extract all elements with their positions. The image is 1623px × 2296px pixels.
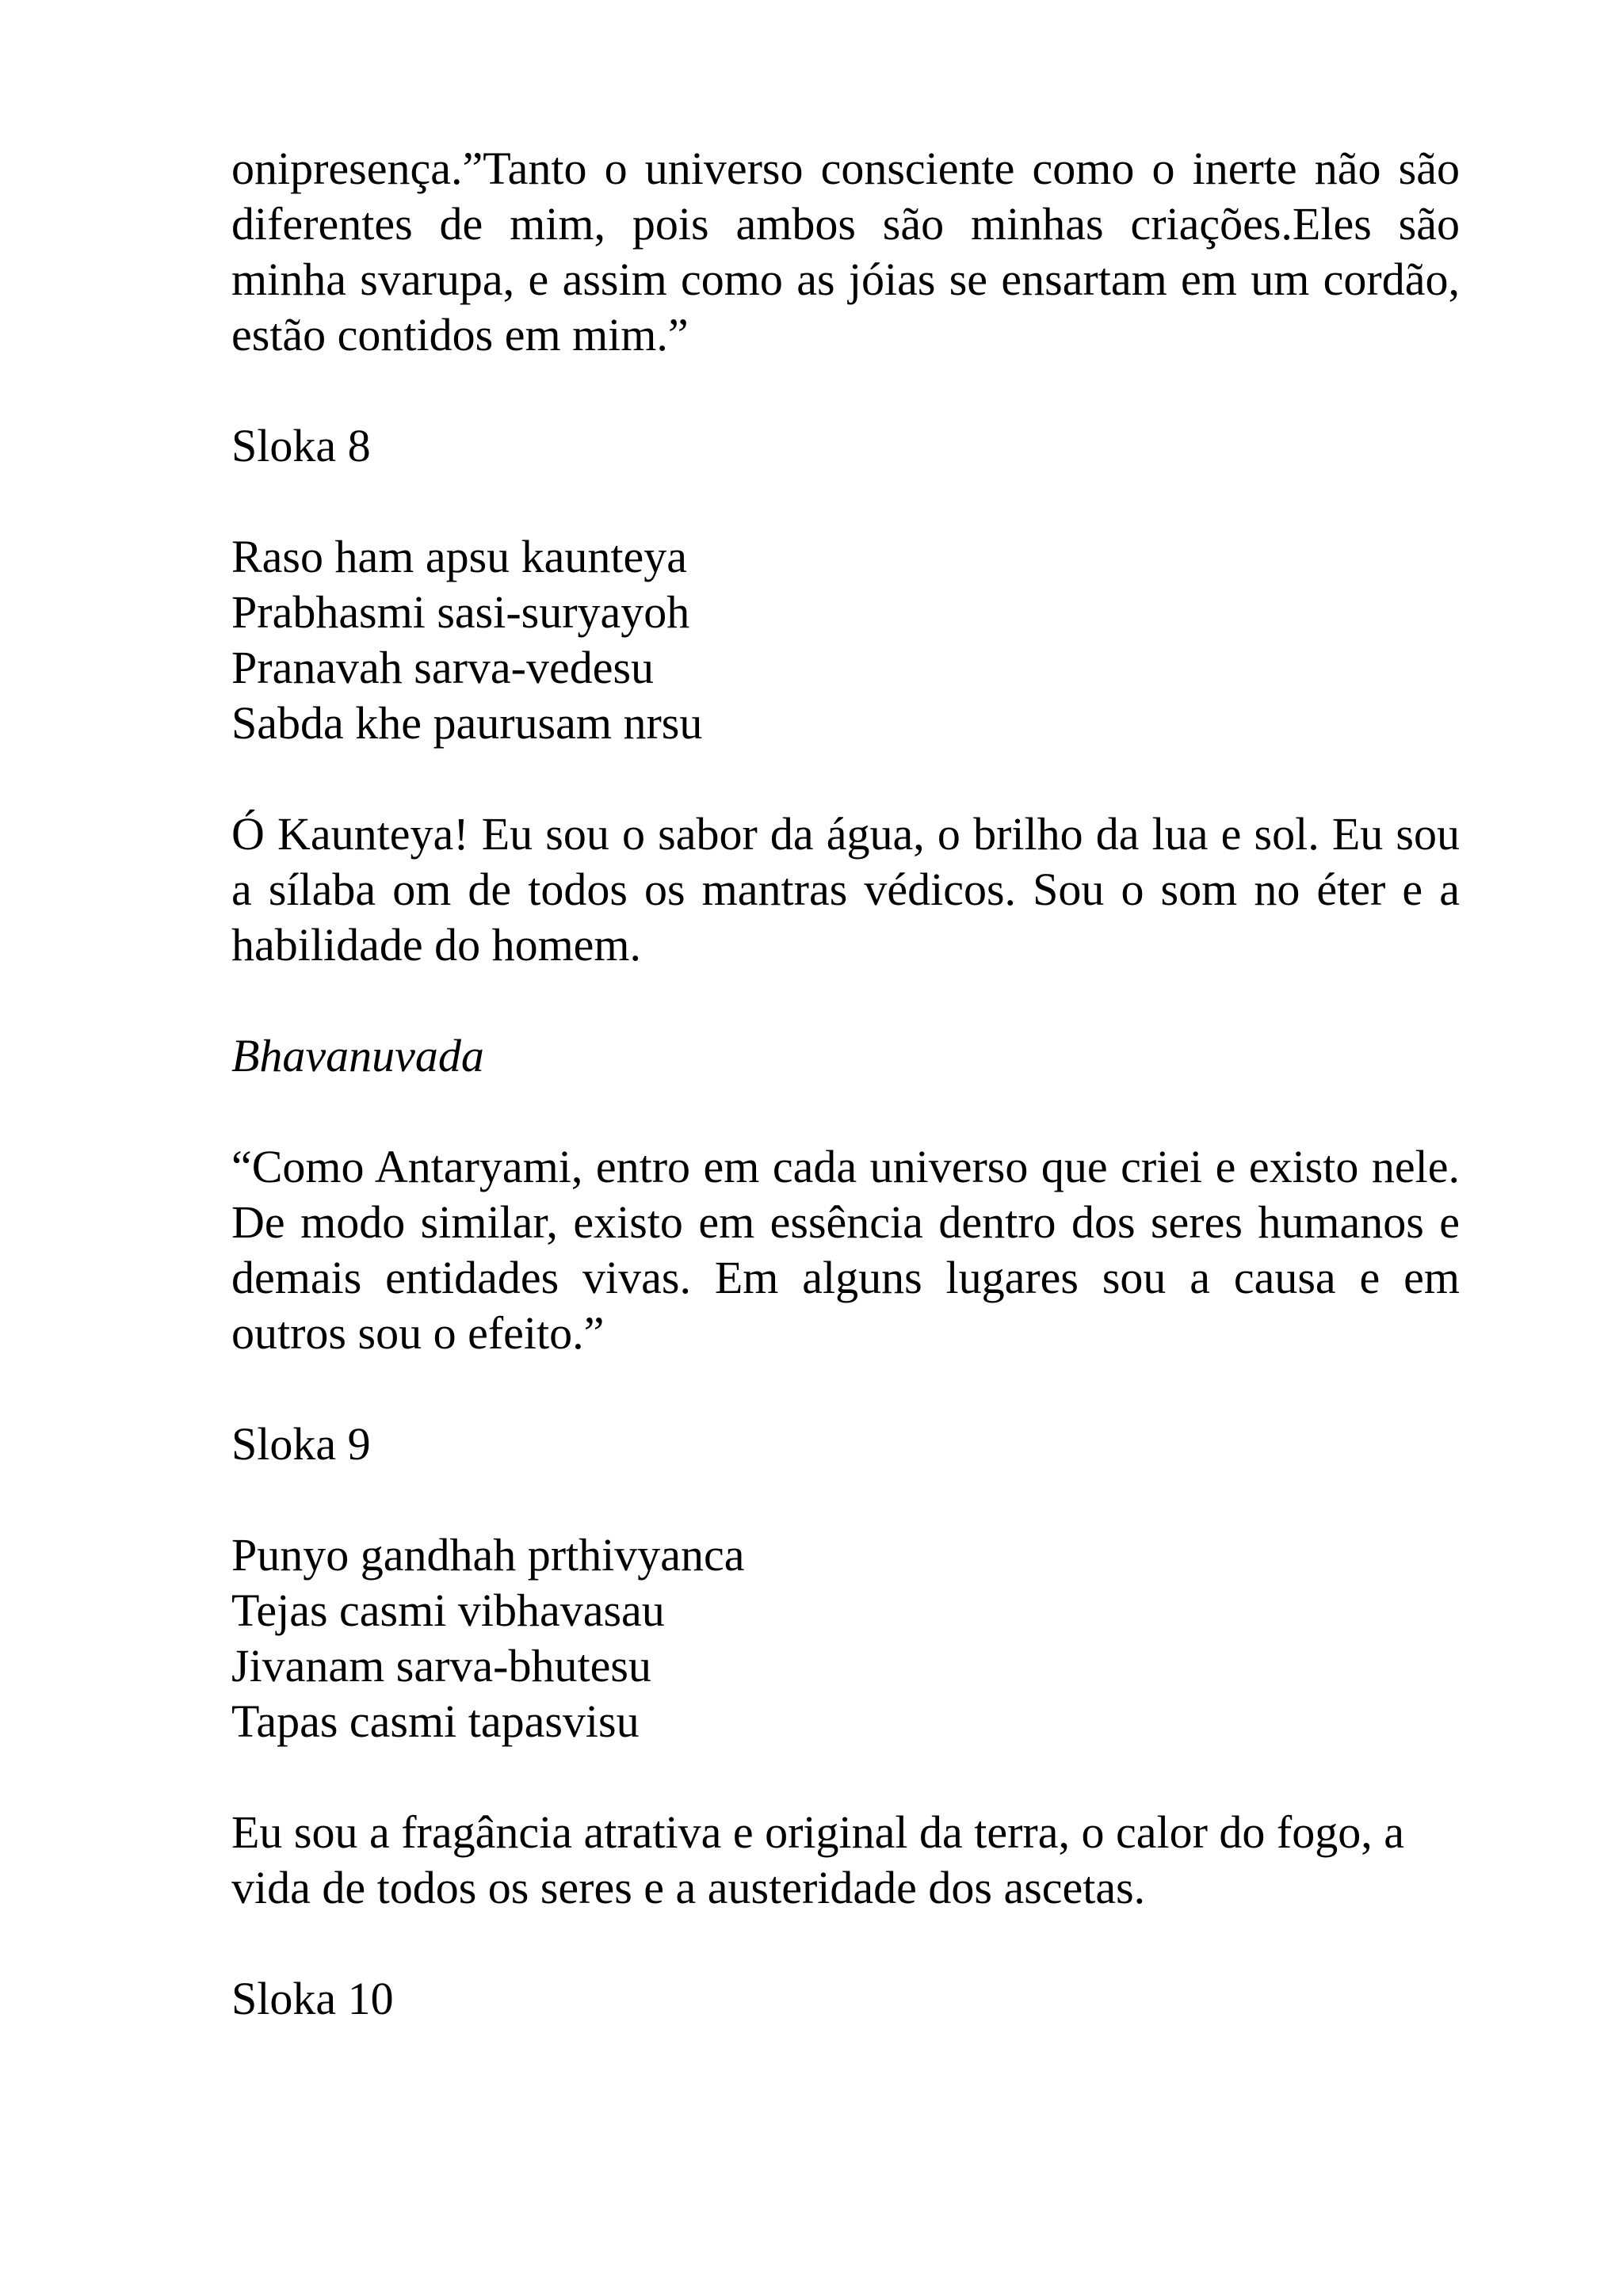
spacer bbox=[231, 751, 1460, 807]
sloka-9-translation: Eu sou a fragância atrativa e original da terra, o calor do fogo, a vida de todos os seres e a austeridade dos ascetas. bbox=[231, 1806, 1404, 1913]
spacer bbox=[231, 973, 1460, 1028]
verse-line: Prabhasmi sasi-suryayoh bbox=[231, 586, 690, 638]
spacer bbox=[231, 1084, 1460, 1139]
verse-line: Tejas casmi vibhavasau bbox=[231, 1585, 665, 1636]
sloka-10-heading: Sloka 10 bbox=[231, 1973, 394, 2024]
sloka-8-verse bbox=[231, 529, 1460, 751]
spacer bbox=[231, 1749, 1460, 1805]
document-page bbox=[231, 141, 1460, 2027]
paragraph-text: onipresença.”Tanto o universo consciente como o inerte não são diferentes de mim, pois ambos são minhas criações.Eles são minha svarupa, e assim como as jóias se ensartam em um cordão, estão contidos em mim.” bbox=[231, 143, 1460, 360]
verse-line: Pranavah sarva-vedesu bbox=[231, 642, 655, 693]
bhavanuvada-text: “Como Antaryami, entro em cada universo que criei e existo nele. De modo similar, existo em essência dentro dos seres humanos e demais entidades vivas. Em alguns lugares sou a causa e em outros sou o efeito.” bbox=[231, 1141, 1460, 1359]
spacer bbox=[231, 1472, 1460, 1527]
verse-line: Raso ham apsu kaunteya bbox=[231, 531, 688, 582]
spacer bbox=[231, 363, 1460, 418]
verse-line: Punyo gandhah prthivyanca bbox=[231, 1529, 745, 1581]
spacer bbox=[231, 474, 1460, 529]
verse-line: Sabda khe paurusam nrsu bbox=[231, 697, 703, 749]
verse-line: Jivanam sarva-bhutesu bbox=[231, 1640, 651, 1691]
sloka-9-heading: Sloka 9 bbox=[231, 1418, 371, 1470]
bhavanuvada-heading: Bhavanuvada bbox=[231, 1030, 484, 1081]
spacer bbox=[231, 1916, 1460, 1971]
sloka-9-verse bbox=[231, 1527, 1460, 1749]
sloka-8-heading: Sloka 8 bbox=[231, 420, 371, 471]
sloka-8-translation: Ó Kaunteya! Eu sou o sabor da água, o brilho da lua e sol. Eu sou a sílaba om de todos os mantras védicos. Sou o som no éter e a habilidade do homem. bbox=[231, 808, 1460, 971]
spacer bbox=[231, 1361, 1460, 1417]
verse-line: Tapas casmi tapasvisu bbox=[231, 1695, 640, 1747]
